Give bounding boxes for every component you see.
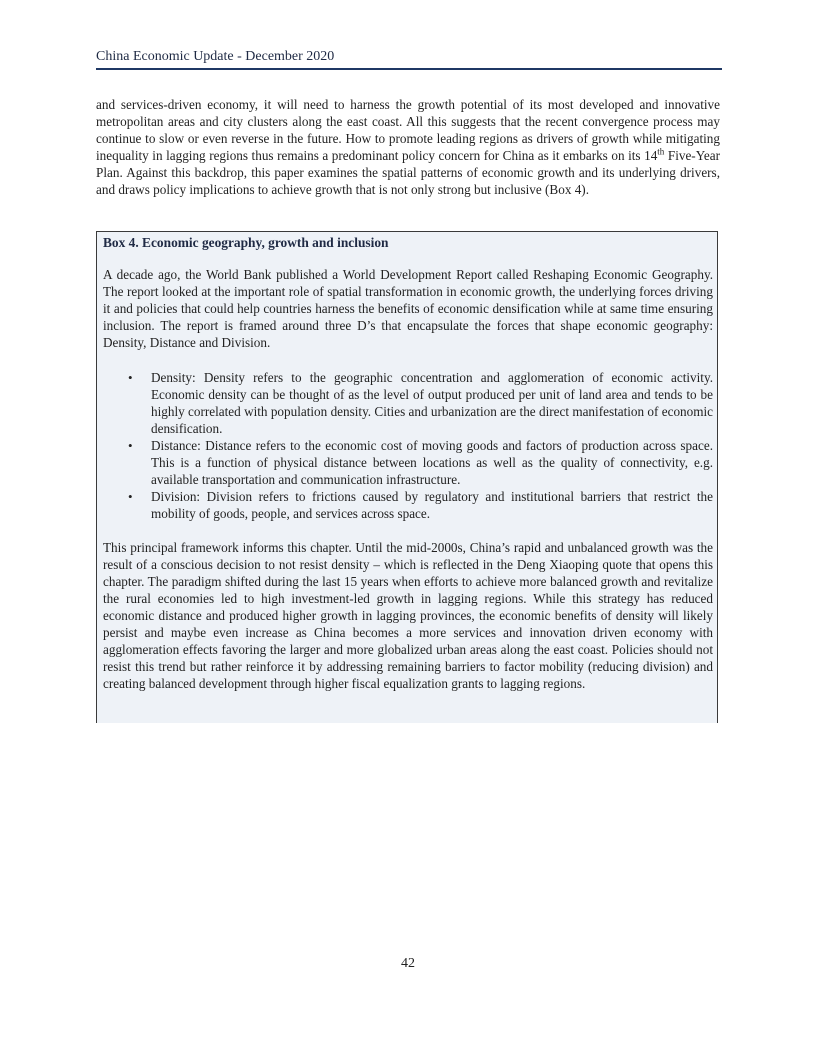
bullet-term: Distance:: [151, 438, 201, 453]
page-number: 42: [401, 956, 415, 971]
running-header-title: China Economic Update - December 2020: [96, 49, 335, 64]
box-paragraph-2: This principal framework informs this chapter. Until the mid-2000s, China’s rapid and unbalanced growth was the result of a conscious decision to not resist density – which is reflected in the Deng Xiaoping quote that opens this chapter. The paradigm shifted during the last 15 years when efforts to achieve more balanced growth and revitalize the rural economies led to high investment-led growth in lagging regions. While this strategy has reduced economic distance and produced higher growth in lagging provinces, the economic benefits of density will likely persist and maybe even increase as China becomes a more services and innovation driven economy with agglomeration effects favoring the larger and more globalized urban areas along the east coast. Policies should not resist this trend but rather reinforce it by addressing remaining barriers to factor mobility (reducing division) and creating balanced development through higher fiscal equalization grants to lagging regions.: [103, 540, 713, 691]
intro-paragraph: [96, 96, 720, 198]
intro-superscript: th: [657, 146, 665, 157]
bullet-term: Density:: [151, 370, 196, 385]
box-4: [96, 231, 718, 723]
bullet-icon: •: [128, 370, 133, 385]
intro-text-part2: Five-Year Plan. Against this backdrop, this paper examines the spatial patterns of economic growth and its underlying drivers, and draws policy implications to achieve growth that is not only strong but inclusive (Box 4).: [96, 148, 720, 197]
bullet-icon: •: [128, 489, 133, 504]
box-bullet-list: [103, 369, 713, 522]
running-header: [96, 48, 722, 70]
box-title: Box 4. Economic geography, growth and inclusion: [103, 235, 389, 250]
bullet-distance: [103, 437, 713, 488]
bullet-text: Distance refers to the economic cost of moving goods and factors of production across space. This is a function of physical distance between locations as well as the quality of connectivity, e.g. available transportation and communication infrastructure.: [151, 438, 713, 487]
bullet-density: [103, 369, 713, 437]
bullet-text: Density refers to the geographic concentration and agglomeration of economic activity. Economic density can be thought of as the level of output produced per unit of land area and tends to be highly correlated with population density. Cities and urbanization are the direct manifestation of economic densification.: [151, 370, 713, 436]
intro-text-part1: and services-driven economy, it will need to harness the growth potential of its most developed and innovative metropolitan areas and city clusters along the east coast. All this suggests that the recent convergence process may continue to slow or even reverse in the future. How to promote leading regions as drivers of growth while mitigating inequality in lagging regions thus remains a predominant policy concern for China as it embarks on its 14: [96, 97, 720, 163]
bullet-text: Division refers to frictions caused by regulatory and institutional barriers that restrict the mobility of goods, people, and services across space.: [151, 489, 713, 521]
box-paragraph-1: A decade ago, the World Bank published a World Development Report called Reshaping Economic Geography. The report looked at the important role of spatial transformation in economic growth, the underlying forces driving it and policies that could help countries harness the benefits of economic densification while at same time ensuring inclusion. The report is framed around three D’s that encapsulate the forces that shape economic geography: Density, Distance and Division.: [103, 267, 713, 350]
bullet-icon: •: [128, 438, 133, 453]
bullet-division: [103, 488, 713, 522]
bullet-term: Division:: [151, 489, 201, 504]
